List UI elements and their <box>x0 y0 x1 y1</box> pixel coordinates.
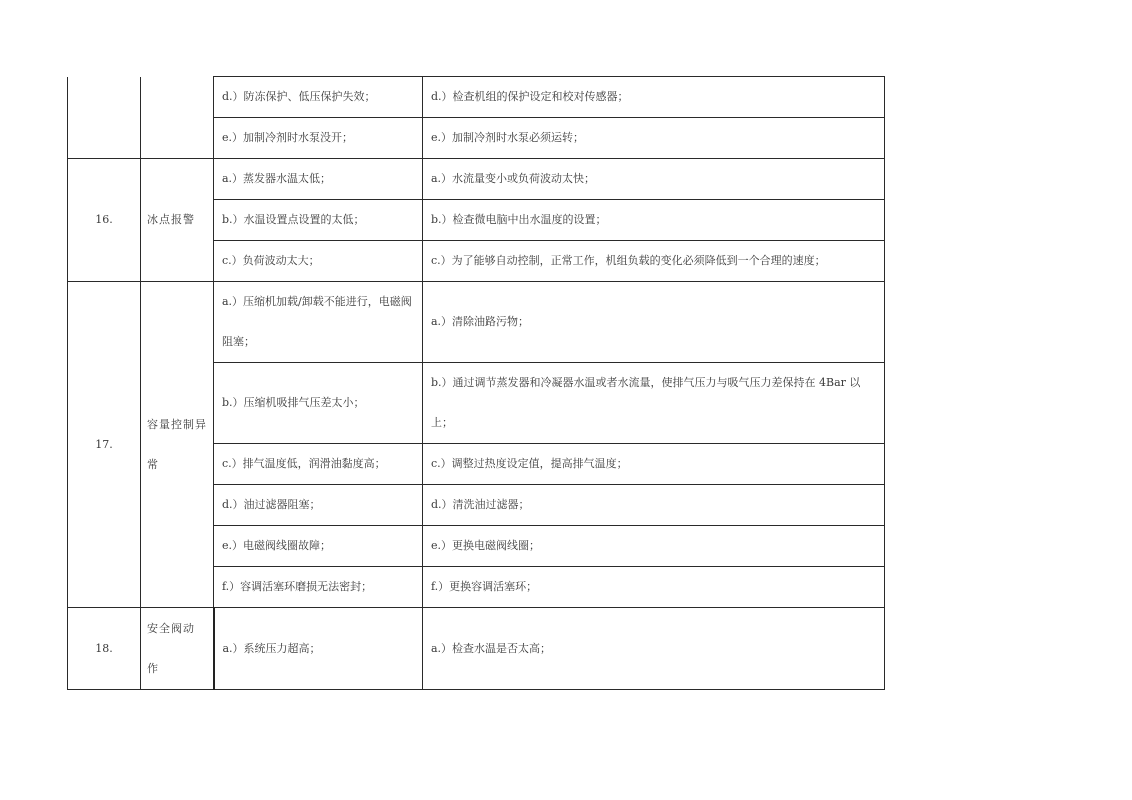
solution-cell: d.）清洗油过滤器； <box>423 485 885 526</box>
table-row <box>68 77 885 118</box>
table-row <box>68 608 885 690</box>
solution-cell: a.）水流量变小或负荷波动太快； <box>423 159 885 200</box>
table-row <box>68 159 885 200</box>
solution-cell: a.）清除油路污物； <box>423 282 885 363</box>
item-number-cell: 18. <box>68 608 141 690</box>
item-number-cell: 17. <box>68 282 141 608</box>
solution-cell: b.）检查微电脑中出水温度的设置； <box>423 200 885 241</box>
solution-cell: e.）更换电磁阀线圈； <box>423 526 885 567</box>
item-number-cell <box>68 77 141 159</box>
category-cell: 冰点报警 <box>141 159 214 282</box>
solution-cell: d.）检查机组的保护设定和校对传感器； <box>423 77 885 118</box>
cause-cell: d.）油过滤器阻塞； <box>214 485 423 526</box>
cause-cell: f.）容调活塞环磨损无法密封； <box>214 567 423 608</box>
solution-cell: f.）更换容调活塞环； <box>423 567 885 608</box>
cause-cell: e.）电磁阀线圈故障； <box>214 526 423 567</box>
cause-cell: c.）负荷波动太大； <box>214 241 423 282</box>
solution-cell: b.）通过调节蒸发器和冷凝器水温或者水流量，使排气压力与吸气压力差保持在 4Bar 以上； <box>423 363 885 444</box>
cause-cell: e.）加制冷剂时水泵没开； <box>214 118 423 159</box>
solution-cell: e.）加制冷剂时水泵必须运转； <box>423 118 885 159</box>
category-cell <box>141 77 214 159</box>
cause-cell: c.）排气温度低，润滑油黏度高； <box>214 444 423 485</box>
solution-cell: c.）调整过热度设定值，提高排气温度； <box>423 444 885 485</box>
category-cell: 安全阀动作 <box>141 608 214 690</box>
cause-cell: d.）防冻保护、低压保护失效； <box>214 77 423 118</box>
cause-cell: a.）压缩机加载/卸载不能进行，电磁阀阻塞； <box>214 282 423 363</box>
troubleshooting-table <box>67 76 885 690</box>
solution-cell: c.）为了能够自动控制，正常工作，机组负载的变化必须降低到一个合理的速度； <box>423 241 885 282</box>
cause-cell: a.）蒸发器水温太低； <box>214 159 423 200</box>
solution-cell: a.）检查水温是否太高； <box>423 608 885 690</box>
table-row <box>68 282 885 363</box>
category-cell: 容量控制异常 <box>141 282 214 608</box>
cause-cell: b.）水温设置点设置的太低； <box>214 200 423 241</box>
cause-cell: a.）系统压力超高； <box>214 608 423 690</box>
cause-cell: b.）压缩机吸排气压差太小； <box>214 363 423 444</box>
item-number-cell: 16. <box>68 159 141 282</box>
